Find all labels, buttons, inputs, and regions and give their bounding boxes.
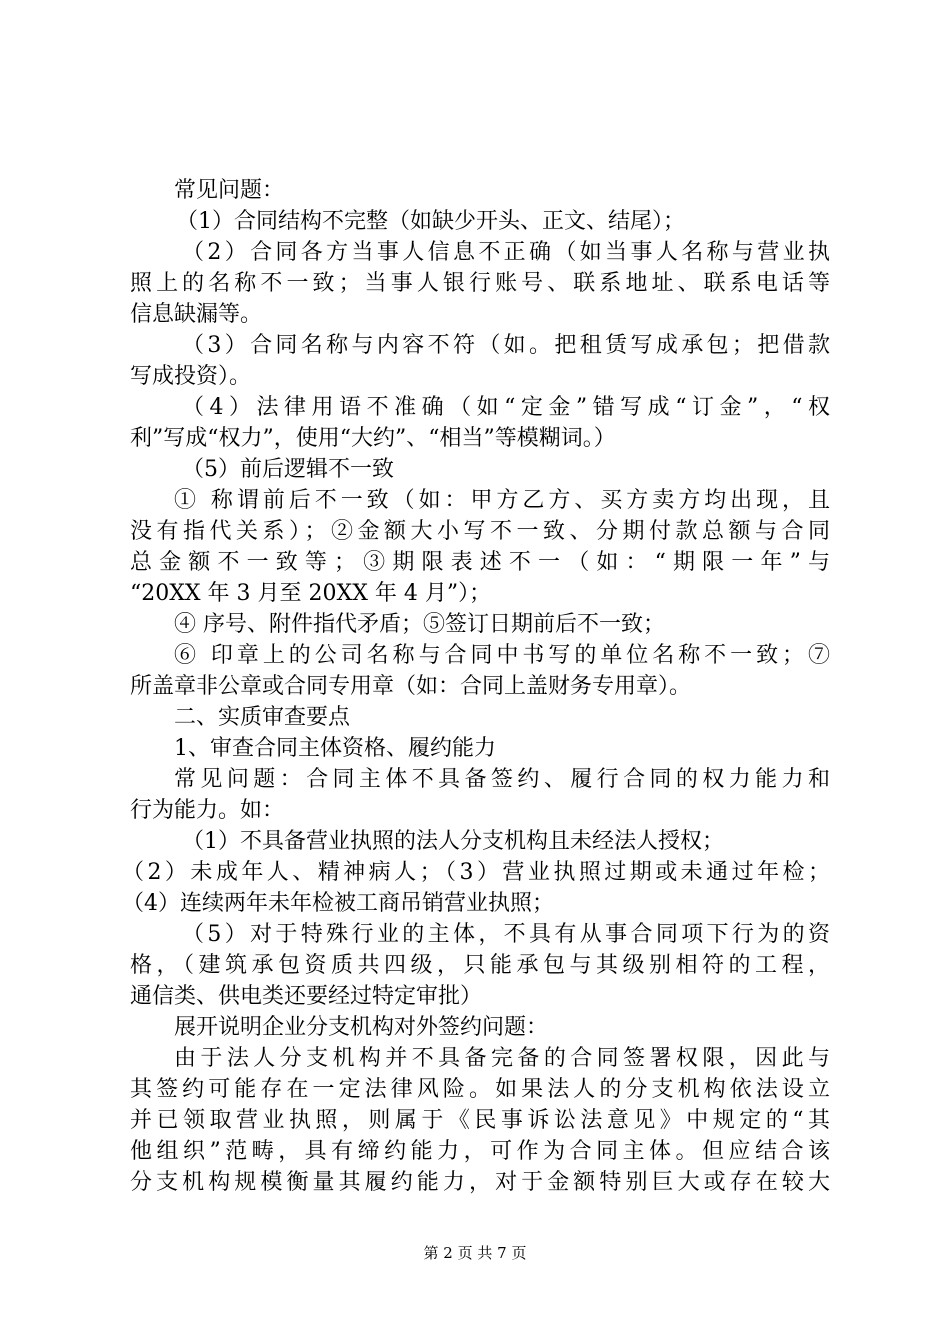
text-line: 行为能力。如： (130, 798, 285, 823)
text-line: （5）对于特殊行业的主体，不具有从事合同项下行为的资 (182, 922, 830, 947)
document-body (122, 175, 830, 1198)
text-line: 由于法人分支机构并不具备完备的合同签署权限，因此与 (174, 1046, 830, 1071)
text-line: （5）前后逻辑不一致 (182, 457, 394, 482)
text-line: 写成投资）。 (130, 364, 252, 389)
text-line: （4）法律用语不准确（如“定金”错写成“订金”，“权 (182, 395, 830, 420)
text-line: 格，（建筑承包资质共四级，只能承包与其级别相符的工程， (130, 953, 830, 978)
text-line: ⑥ 印章上的公司名称与合同中书写的单位名称不一致；⑦ (174, 643, 830, 668)
text-line: 总金额不一致等；③期限表述不一（如：“期限一年”与 (130, 550, 830, 575)
text-line: 展开说明企业分支机构对外签约问题： (174, 1015, 549, 1040)
text-line: 常见问题：合同主体不具备签约、履行合同的权力能力和 (174, 767, 830, 792)
text-line: （2）合同各方当事人信息不正确（如当事人名称与营业执 (182, 240, 830, 265)
text-line: 其签约可能存在一定法律风险。如果法人的分支机构依法设立 (130, 1077, 830, 1102)
text-line: “20XX 年 3 月至 20XX 年 4 月”）； (130, 581, 492, 606)
text-line: （1）不具备营业执照的法人分支机构且未经法人授权； (182, 829, 724, 854)
text-line: （4）连续两年未年检被工商吊销营业执照； (122, 891, 554, 916)
text-line: 并已领取营业执照，则属于《民事诉讼法意见》中规定的“其 (130, 1108, 830, 1133)
text-line: ① 称谓前后不一致（如：甲方乙方、买方卖方均出现，且 (174, 488, 830, 513)
text-line: 通信类、供电类还要经过特定审批） (130, 984, 483, 1009)
text-line: （3）合同名称与内容不符（如。把租赁写成承包；把借款 (182, 333, 830, 358)
text-line: 利”写成“权力”，使用“大约”、“相当”等模糊词。） (130, 426, 616, 451)
text-line: 分支机构规模衡量其履约能力，对于金额特别巨大或存在较大 (130, 1170, 830, 1195)
text-line: 他组织”范畴，具有缔约能力，可作为合同主体。但应结合该 (130, 1139, 830, 1164)
text-line: （2）未成年人、精神病人；（3）营业执照过期或未通过年检； (122, 860, 830, 885)
text-line: 没有指代关系）；②金额大小写不一致、分期付款总额与合同 (130, 519, 830, 544)
page-footer: 第 2 页 共 7 页 (423, 1244, 527, 1262)
text-line: （1）合同结构不完整（如缺少开头、正文、结尾）； (176, 209, 685, 234)
text-line: 信息缺漏等。 (130, 302, 263, 327)
text-line: 常见问题： (174, 178, 285, 203)
text-line: ④ 序号、附件指代矛盾；⑤签订日期前后不一致； (174, 612, 665, 637)
text-line: 照上的名称不一致；当事人银行账号、联系地址、联系电话等 (130, 271, 830, 296)
section-heading: 二、实质审查要点 (174, 705, 351, 730)
text-line: 所盖章非公章或合同专用章（如：合同上盖财务专用章）。 (130, 674, 692, 699)
subsection-heading: 1、审查合同主体资格、履约能力 (174, 736, 496, 761)
